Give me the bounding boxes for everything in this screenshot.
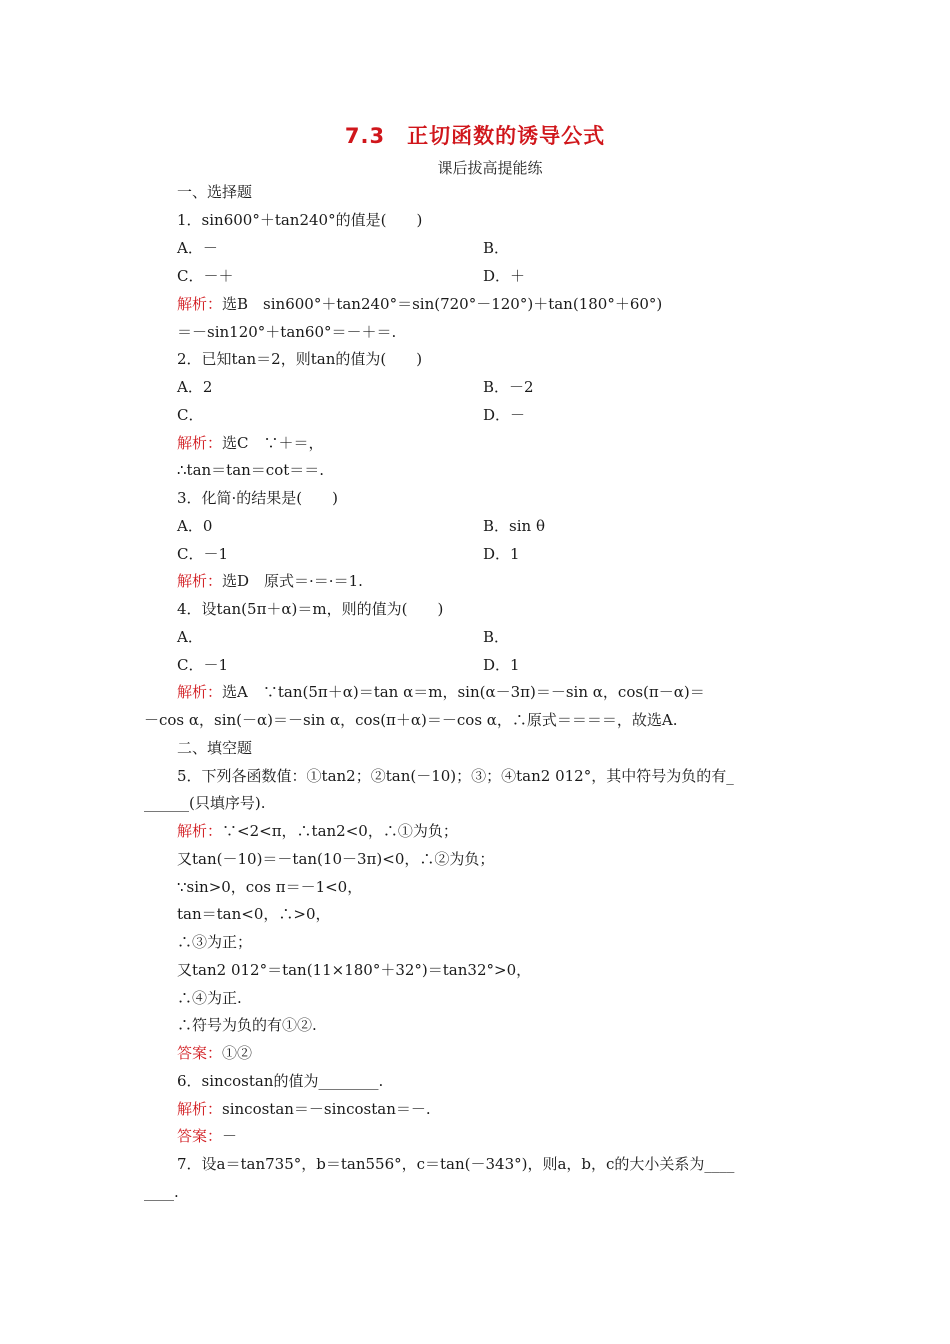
page-subtitle: 课后拔高提能练	[437, 159, 543, 177]
q1-stem: 1．sin600°＋tan240°的值是( )	[177, 211, 423, 229]
analysis-text: 选C ∵＋＝，	[222, 434, 324, 452]
q6-answer	[177, 1126, 237, 1146]
q3-option-a: A．0	[177, 517, 213, 535]
q5-analysis	[177, 821, 458, 841]
answer-text: －	[222, 1127, 238, 1145]
answer-text: ①②	[222, 1044, 253, 1062]
q1-option-b: B．	[483, 239, 510, 257]
q7-stem: 7．设a＝tan735°，b＝tan556°，c＝tan(－343°)，则a，b，c的大小关系为____	[177, 1155, 735, 1173]
analysis-label: 解析：	[177, 822, 223, 840]
analysis-text: 选B sin600°＋tan240°＝sin(720°－120°)＋tan(180°＋60°)	[222, 295, 663, 313]
q1-option-d: D．＋	[483, 267, 526, 285]
q4-stem: 4．设tan(5π＋α)＝m，则的值为( )	[177, 600, 444, 618]
analysis-text: 选D 原式＝·＝·＝1.	[222, 572, 363, 590]
q3-stem: 3．化简·的结果是( )	[177, 489, 339, 507]
q7-stem-line2: ____.	[144, 1183, 179, 1201]
q5-analysis-line8: ∴符号为负的有①②.	[177, 1016, 317, 1034]
q2-option-a: A．2	[177, 378, 213, 396]
q4-analysis	[177, 682, 705, 702]
q5-analysis-line5: ∴③为正；	[177, 933, 253, 951]
q4-analysis-line2: －cos α，sin(－α)＝－sin α，cos(π＋α)＝－cos α，∴原式＝＝＝＝，故选A.	[144, 711, 678, 729]
analysis-label: 解析：	[177, 683, 223, 701]
q5-stem: 5．下列各函数值：①tan2；②tan(－10)；③；④tan2 012°，其中符号为负的有_	[177, 767, 734, 785]
q5-stem-line2: ______(只填序号).	[144, 794, 266, 812]
answer-label: 答案：	[177, 1127, 223, 1145]
section-heading-fill: 二、填空题	[177, 739, 253, 757]
analysis-text: ∵<2<π，∴tan2<0，∴①为负；	[222, 822, 458, 840]
q2-analysis-line2: ∴tan＝tan＝cot＝＝.	[177, 461, 325, 479]
q6-analysis	[177, 1099, 431, 1119]
q3-option-c: C．－1	[177, 545, 229, 563]
q1-analysis	[177, 294, 662, 314]
q2-stem: 2．已知tan＝2，则tan的值为( )	[177, 350, 423, 368]
q2-analysis	[177, 433, 324, 453]
q6-stem: 6．sincostan的值为________.	[177, 1072, 384, 1090]
page-title: 7.3 正切函数的诱导公式	[344, 124, 606, 148]
analysis-text: 选A ∵tan(5π＋α)＝tan α＝m，sin(α－3π)＝－sin α，cos(π－α)＝	[222, 683, 705, 701]
q4-option-c: C．－1	[177, 656, 229, 674]
q1-option-c: C．－＋	[177, 267, 234, 285]
q4-option-d: D．1	[483, 656, 520, 674]
q5-analysis-line4: tan＝tan<0，∴>0，	[177, 905, 331, 923]
section-heading-choice: 一、选择题	[177, 183, 253, 201]
q2-option-b: B．－2	[483, 378, 534, 396]
q3-option-b: B．sin θ	[483, 517, 545, 535]
analysis-label: 解析：	[177, 572, 223, 590]
q4-option-a: A．	[177, 628, 203, 646]
q1-analysis-line2: ＝－sin120°＋tan60°＝－＋＝.	[177, 323, 397, 341]
analysis-label: 解析：	[177, 434, 223, 452]
q5-analysis-line6: 又tan2 012°＝tan(11×180°＋32°)＝tan32°>0，	[177, 961, 532, 979]
q2-option-d: D．－	[483, 406, 526, 424]
answer-label: 答案：	[177, 1044, 223, 1062]
q1-option-a: A．－	[177, 239, 218, 257]
analysis-label: 解析：	[177, 295, 223, 313]
q3-option-d: D．1	[483, 545, 520, 563]
q5-analysis-line3: ∵sin>0，cos π＝－1<0，	[177, 878, 363, 896]
q5-analysis-line7: ∴④为正.	[177, 989, 242, 1007]
q5-analysis-line2: 又tan(－10)＝－tan(10－3π)<0，∴②为负；	[177, 850, 495, 868]
q5-answer	[177, 1043, 252, 1063]
analysis-text: sincostan＝－sincostan＝－.	[222, 1100, 431, 1118]
q2-option-c: C．	[177, 406, 204, 424]
q4-option-b: B．	[483, 628, 510, 646]
q3-analysis	[177, 571, 363, 591]
analysis-label: 解析：	[177, 1100, 223, 1118]
